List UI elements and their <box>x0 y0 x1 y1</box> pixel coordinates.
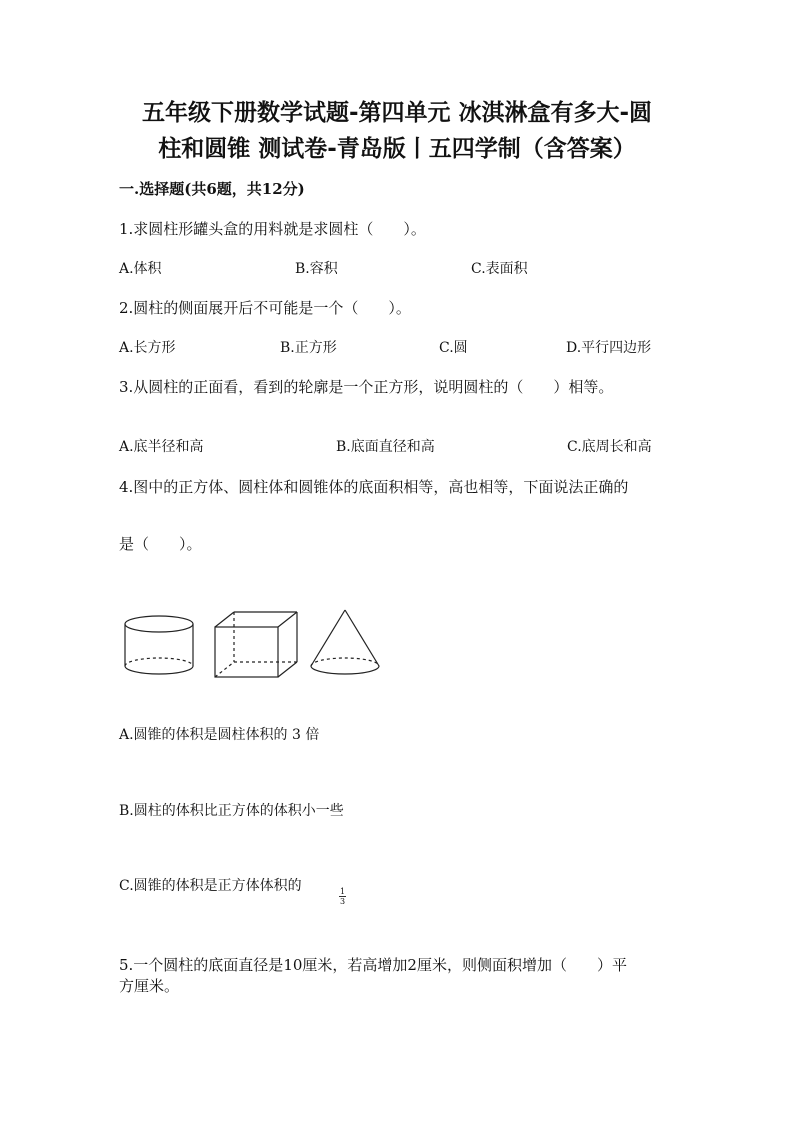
fraction-one-third <box>339 887 346 906</box>
solids-figure <box>115 600 390 690</box>
option-b[interactable]: B.圆柱的体积比正方体的体积小一些 <box>119 803 344 819</box>
title-line-2: 柱和圆锥 测试卷-青岛版丨五四学制（含答案） <box>158 136 636 162</box>
cylinder-figure <box>125 616 193 674</box>
option-d[interactable]: D.平行四边形 <box>566 340 652 356</box>
option-b[interactable]: B.底面直径和高 <box>336 439 435 455</box>
question-stem-line-1: 4.图中的正方体、圆柱体和圆锥体的底面积相等，高也相等，下面说法正确的 <box>119 478 629 496</box>
option-b[interactable]: B.容积 <box>295 261 338 277</box>
option-c[interactable]: C.圆锥的体积是正方体体积的 <box>119 878 302 894</box>
question-stem: 3.从圆柱的正面看，看到的轮廓是一个正方形，说明圆柱的（ ）相等。 <box>119 378 614 396</box>
question-stem-line-2: 方厘米。 <box>119 977 180 995</box>
question-stem-line-2: 是（ ）。 <box>119 535 202 553</box>
option-c[interactable]: C.圆 <box>439 340 468 356</box>
question-stem-line-1: 5.一个圆柱的底面直径是10厘米，若高增加2厘米，则侧面积增加（ ）平 <box>119 956 627 974</box>
option-c[interactable]: C.表面积 <box>471 261 528 277</box>
option-a[interactable]: A.圆锥的体积是圆柱体积的 3 倍 <box>119 727 320 743</box>
option-a[interactable]: A.体积 <box>119 261 162 277</box>
question-stem: 2.圆柱的侧面展开后不可能是一个（ ）。 <box>119 299 411 317</box>
cone-figure <box>311 610 379 674</box>
cube-figure <box>215 612 297 677</box>
fraction-denominator: 3 <box>339 897 346 906</box>
option-a[interactable]: A.底半径和高 <box>119 439 204 455</box>
question-stem: 1.求圆柱形罐头盒的用料就是求圆柱（ ）。 <box>119 220 426 238</box>
title-line-1: 五年级下册数学试题-第四单元 冰淇淋盒有多大-圆 <box>141 100 653 126</box>
option-b[interactable]: B.正方形 <box>280 340 337 356</box>
option-a[interactable]: A.长方形 <box>119 340 176 356</box>
fraction-numerator: 1 <box>339 887 346 896</box>
section-heading: 一.选择题(共6题，共12分) <box>119 180 305 198</box>
option-c[interactable]: C.底周长和高 <box>567 439 652 455</box>
